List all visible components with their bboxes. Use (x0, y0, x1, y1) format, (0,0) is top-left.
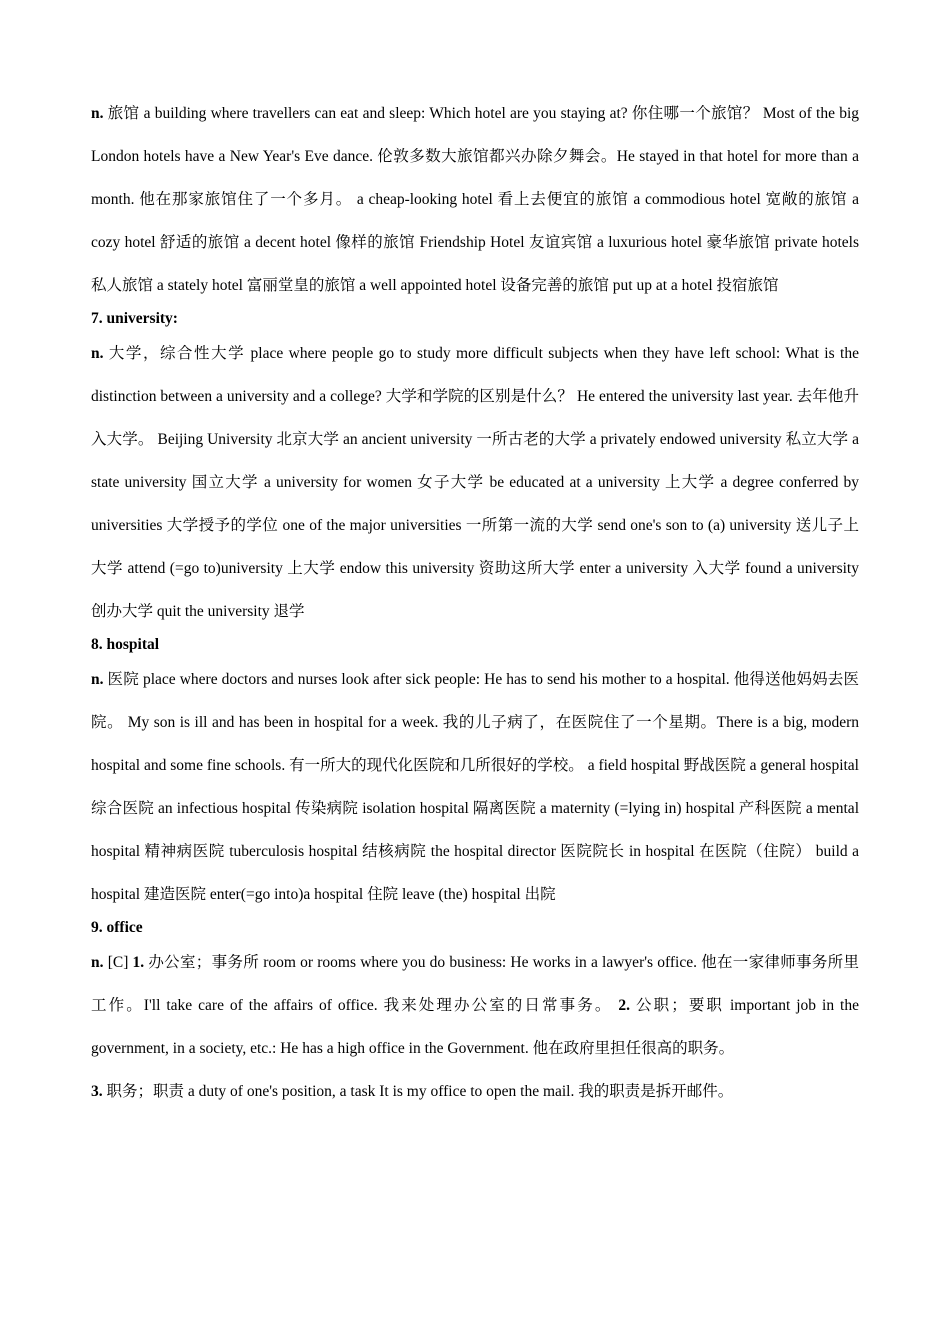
entry-office-definition (91, 941, 859, 1113)
definition-text: [C] (103, 954, 133, 971)
sense-number: 2. (618, 997, 631, 1014)
sense-text: 职务；职责 a duty of one's position, a task It is my office to open the mail. 我的职责是拆开邮件。 (102, 1083, 734, 1100)
entry-hospital-definition (91, 658, 859, 916)
definition-text: 医院 place where doctors and nurses look after sick people: He has to send his mother to a hospital. 他得送他妈妈去医院。 My son is ill and has been in hospital for a week. 我的儿子病了，在医院住了一个星期。There is a big, modern hospital and some fine schools. 有一所大的现代化医院和几所很好的学校。 a field hospital 野战医院 a general hospital 综合医院 an infectious hospital 传染病院 isolation hospital 隔离医院 a maternity (=lying in) hospital 产科医院 a mental hospital 精神病医院 tuberculosis hospital 结核病院 the hospital director 医院院长 in hospital 在医院（住院） build a hospital 建造医院 enter(=go into)a hospital 住院 leave (the) hospital 出院 (91, 671, 859, 903)
part-of-speech: n. (91, 345, 104, 362)
entry-university-definition (91, 332, 859, 633)
entry-hotel-definition (91, 92, 859, 307)
part-of-speech: n. (91, 954, 104, 971)
definition-text: 大学，综合性大学 place where people go to study more difficult subjects when they have left school: What is the distinction between a university and a college? 大学和学院的区别是什么？ He entered the university last year. 去年他升入大学。 Beijing University 北京大学 an ancient university 一所古老的大学 a privately endowed university 私立大学 a state university 国立大学 a university for women 女子大学 be educated at a university 上大学 a degree conferred by universities 大学授予的学位 one of the major universities 一所第一流的大学 send one's son to (a) university 送儿子上大学 attend (=go to)university 上大学 endow this university 资助这所大学 enter a university 入大学 found a university 创办大学 quit the university 退学 (91, 345, 859, 620)
entry-heading-university: 7. university: (91, 310, 178, 327)
part-of-speech: n. (91, 671, 104, 688)
document-page (91, 92, 859, 1113)
definition-text: 旅馆 a building where travellers can eat and sleep: Which hotel are you staying at? 你住哪一个旅馆？ Most of the big London hotels have a New Year's Eve dance. 伦敦多数大旅馆都兴办除夕舞会。He stayed in that hotel for more than a month. 他在那家旅馆住了一个多月。 a cheap-looking hotel 看上去便宜的旅馆 a commodious hotel 宽敞的旅馆 a cozy hotel 舒适的旅馆 a decent hotel 像样的旅馆 Friendship Hotel 友谊宾馆 a luxurious hotel 豪华旅馆 private hotels 私人旅馆 a stately hotel 富丽堂皇的旅馆 a well appointed hotel 设备完善的旅馆 put up at a hotel 投宿旅馆 (91, 105, 859, 294)
part-of-speech: n. (91, 105, 104, 122)
sense-number: 1. (132, 954, 145, 971)
sense-text: 办公室；事务所 room or rooms where you do business: He works in a lawyer's office. 他在一家律师事务所里工作。I'll take care of the affairs of office. 我来处理办公室的日常事务。 (91, 954, 859, 1014)
sense-text: 公职；要职 important job in the government, in a society, etc.: He has a high office in the Government. 他在政府里担任很高的职务。 (91, 997, 859, 1057)
sense-number: 3. (91, 1083, 103, 1100)
entry-heading-office: 9. office (91, 919, 143, 936)
entry-heading-hospital: 8. hospital (91, 636, 160, 653)
